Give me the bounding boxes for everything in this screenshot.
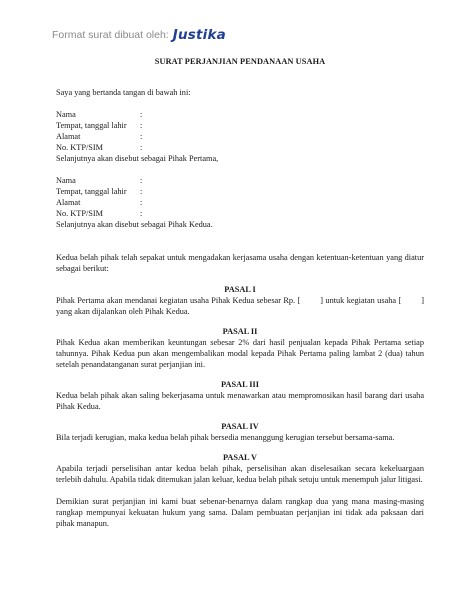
party1-note: Selanjutnya akan disebut sebagai Pihak Pertama, xyxy=(56,154,219,163)
field-label-address: Alamat xyxy=(56,198,81,207)
field-row xyxy=(56,208,424,219)
pasal-3-heading: PASAL III xyxy=(221,380,259,389)
field-row xyxy=(56,120,424,131)
field-row xyxy=(56,175,424,186)
field-label-name: Nama xyxy=(56,176,76,185)
pasal-2-heading: PASAL II xyxy=(222,327,258,336)
pasal-2-text: Pihak Kedua akan memberikan keuntungan sebesar 2% dari hasil penjualan kepada Pihak Pertama setiap tahunnya. Pihak Kedua pun akan mengembalikan modal kepada Pihak Pertama paling lambat 2 (dua) tahun setelah penandatanganan surat perjanjian ini. xyxy=(56,338,424,369)
field-colon: : xyxy=(140,132,143,141)
pasal-5-heading: PASAL V xyxy=(222,453,258,462)
agreement-intro: Kedua belah pihak telah sepakat untuk mengadakan kerjasama usaha dengan ketentuan-ketentuan yang diatur sebagai berikut: xyxy=(56,253,424,273)
field-row xyxy=(56,142,424,153)
field-row xyxy=(56,197,424,208)
party2-fields xyxy=(56,175,424,230)
field-row xyxy=(56,131,424,142)
pasal-3-text: Kedua belah pihak akan saling bekerjasama untuk menawarkan atau mempromosikan hasil barang dari usaha Pihak Kedua. xyxy=(56,391,424,411)
justika-logo[interactable]: Justika xyxy=(172,27,226,43)
field-label-address: Alamat xyxy=(56,132,81,141)
field-row xyxy=(56,109,424,120)
party2-note: Selanjutnya akan disebut sebagai Pihak Kedua. xyxy=(56,220,213,229)
pasal-1-text xyxy=(56,295,424,317)
field-colon: : xyxy=(140,187,143,196)
closing-text: Demikian surat perjanjian ini kami buat sebenar-benarnya dalam rangkap dua yang mana masing-masing rangkap mempunyai kekuatan hukum yang sama. Dalam pembuatan perjanjian ini tidak ada paksaan dari pihak manapun. xyxy=(56,497,424,528)
field-colon: : xyxy=(140,143,143,152)
document-header xyxy=(52,26,226,44)
field-label-id: No. KTP/SIM xyxy=(56,143,104,152)
intro-text: Saya yang bertanda tangan di bawah ini: xyxy=(56,88,191,97)
pasal-4-text: Bila terjadi kerugian, maka kedua belah pihak bersedia menanggung kerugian tersebut bersama-sama. xyxy=(56,433,395,442)
pasal-4-heading: PASAL IV xyxy=(221,422,259,431)
credit-text: Format surat dibuat oleh: xyxy=(52,29,169,41)
pasal-5-text: Apabila terjadi perselisihan antar kedua belah pihak, perselisihan akan diselesaikan secara kekeluargaan terlebih dahulu. Apabila tidak ditemukan jalan keluar, kedua belah pihak setuju untuk menempuh jalur litigasi. xyxy=(56,464,424,484)
field-label-name: Nama xyxy=(56,110,76,119)
field-label-id: No. KTP/SIM xyxy=(56,209,104,218)
document-title: SURAT PERJANJIAN PENDANAAN USAHA xyxy=(154,57,326,66)
pasal-1-text-c: ] yang akan dijalankan oleh Pihak Kedua. xyxy=(56,296,424,316)
party1-fields xyxy=(56,109,424,164)
letter-body xyxy=(56,48,424,529)
field-colon: : xyxy=(140,198,143,207)
field-label-birth: Tempat, tanggal lahir xyxy=(56,121,127,130)
field-colon: : xyxy=(140,121,143,130)
pasal-1-text-b: ] untuk kegiatan usaha [ xyxy=(320,296,402,305)
field-colon: : xyxy=(140,110,143,119)
field-label-birth: Tempat, tanggal lahir xyxy=(56,187,127,196)
field-row xyxy=(56,186,424,197)
pasal-1-text-a: Pihak Pertama akan mendanai kegiatan usaha Pihak Kedua sebesar Rp. [ xyxy=(56,296,301,305)
field-colon: : xyxy=(140,176,143,185)
field-colon: : xyxy=(140,209,143,218)
pasal-1-heading: PASAL I xyxy=(224,285,256,294)
